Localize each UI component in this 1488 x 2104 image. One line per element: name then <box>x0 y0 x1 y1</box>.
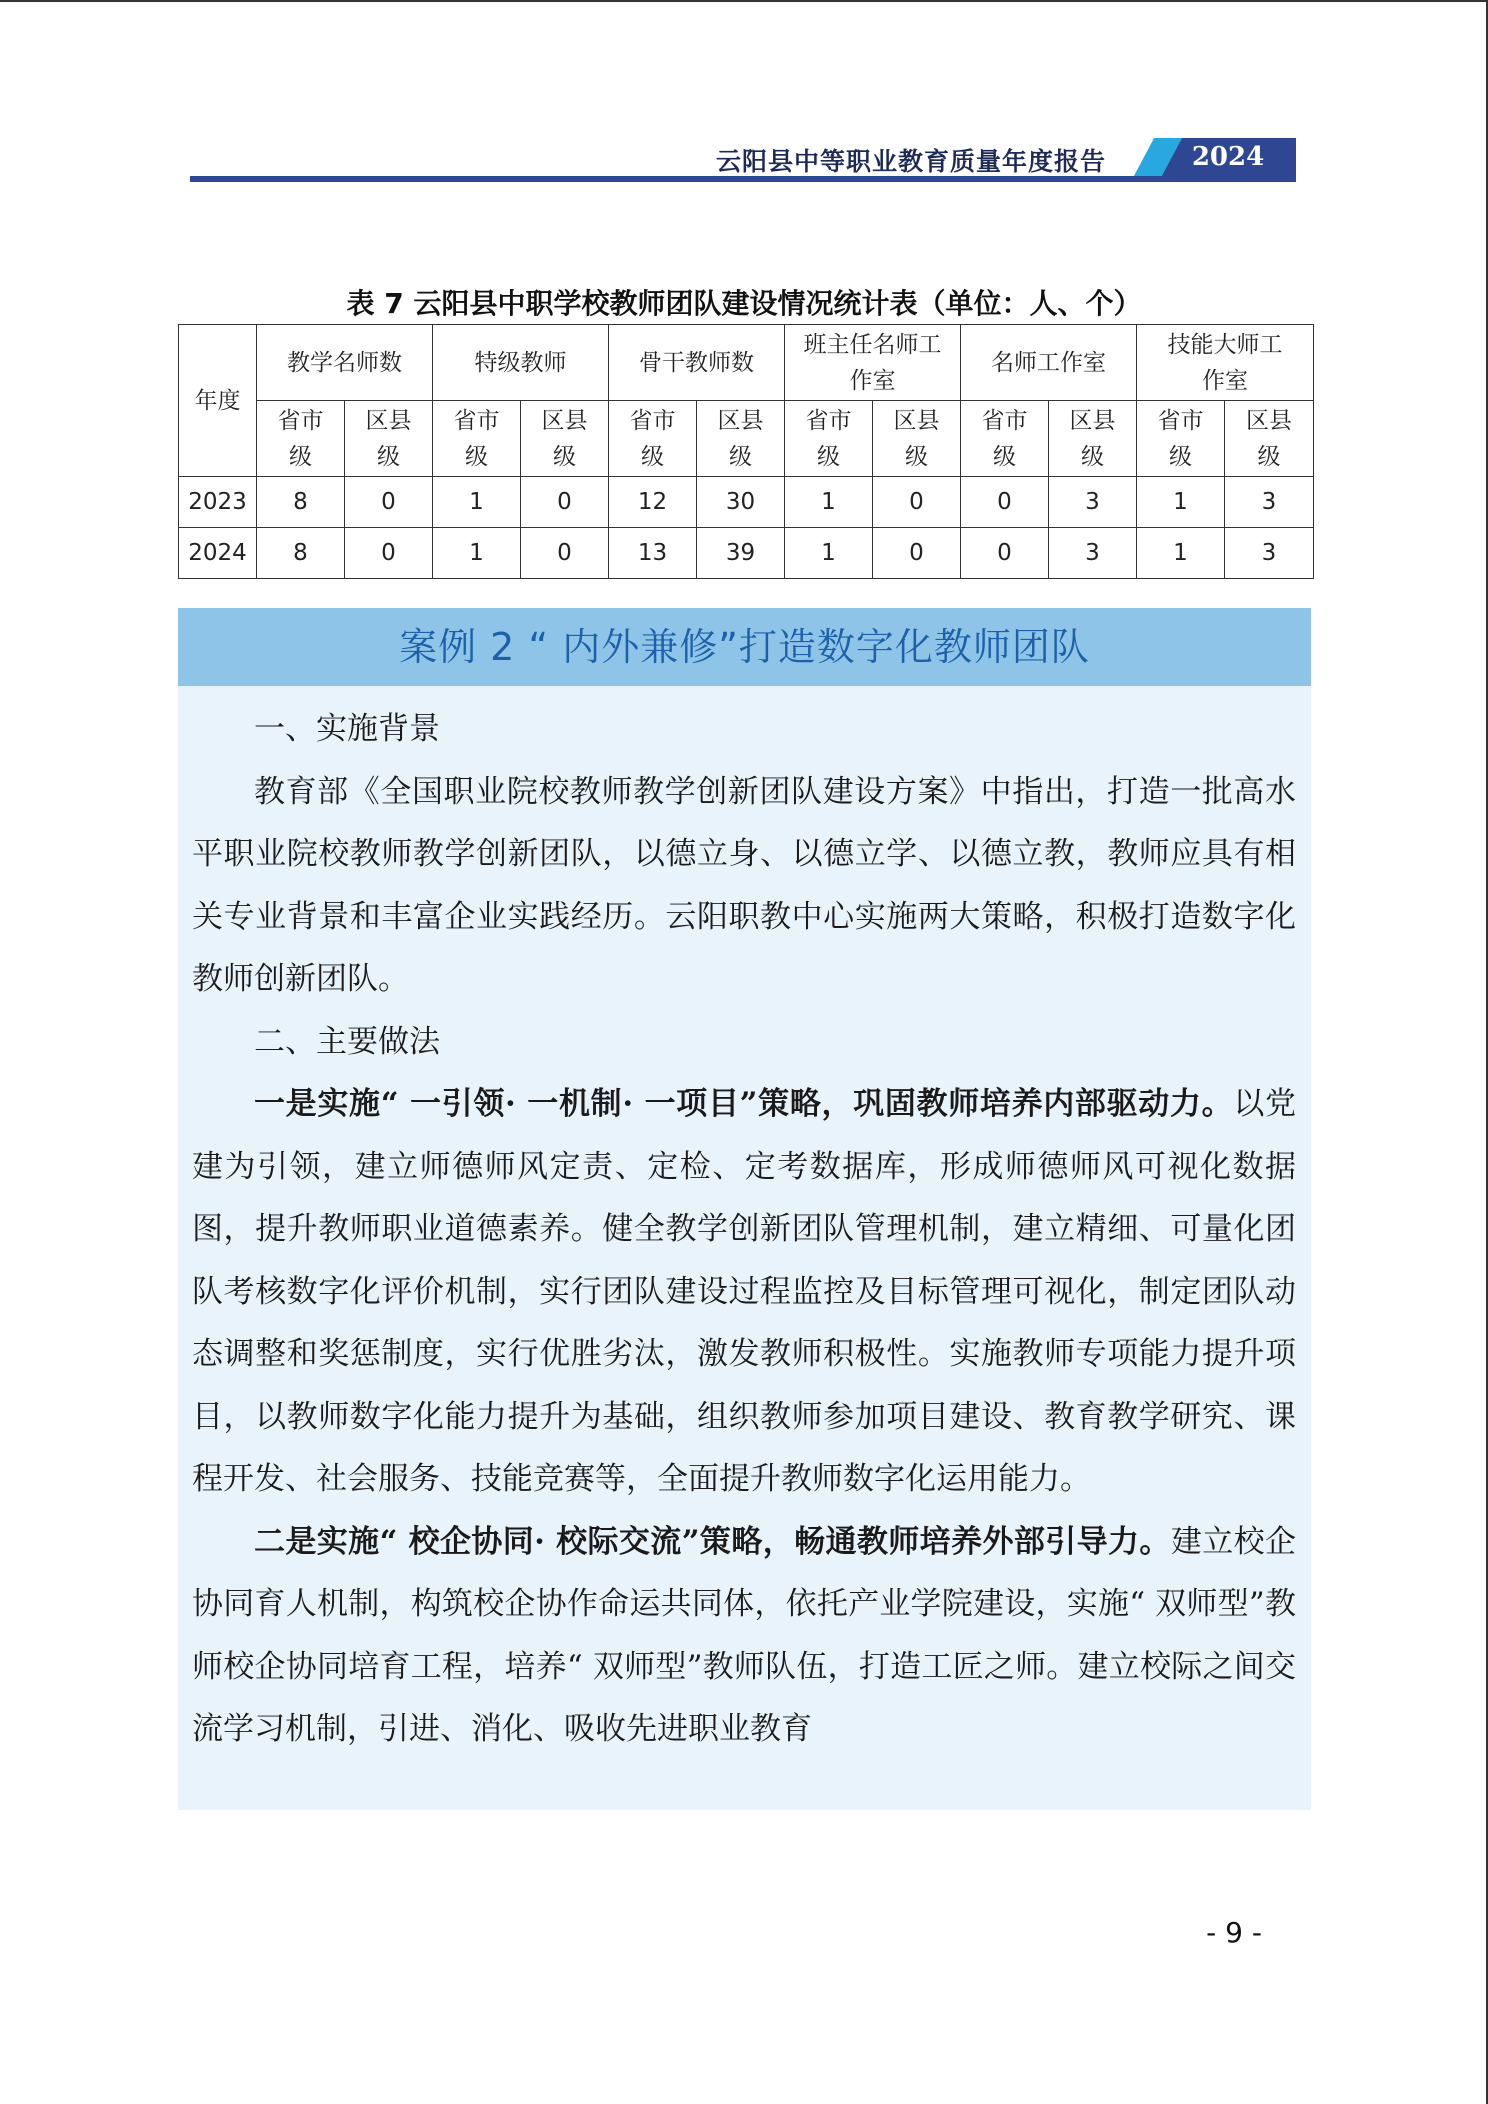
case-body <box>192 698 1296 1761</box>
page-header <box>190 136 1296 184</box>
sub-header: 省市级 <box>433 401 521 477</box>
sub-header: 区县级 <box>1225 401 1314 477</box>
paragraph <box>192 1073 1296 1511</box>
table-cell: 12 <box>609 477 697 528</box>
table-cell: 3 <box>1049 477 1137 528</box>
table-cell: 0 <box>345 528 433 579</box>
sub-header: 省市级 <box>785 401 873 477</box>
table-cell: 1 <box>785 477 873 528</box>
sub-header: 区县级 <box>697 401 785 477</box>
header-rule <box>190 176 1296 182</box>
paragraph-text: 以党建为引领，建立师德师风定责、定检、定考数据库，形成师德师风可视化数据图，提升教师职业道德素养。健全教学创新团队管理机制，建立精细、可量化团队考核数字化评价机制，实行团队建设过程监控及目标管理可视化，制定团队动态调整和奖惩制度，实行优胜劣汰，激发教师积极性。实施教师专项能力提升项目，以教师数字化能力提升为基础，组织教师参加项目建设、教育教学研究、课程开发、社会服务、技能竞赛等，全面提升教师数字化运用能力。 <box>192 1086 1297 1497</box>
group-header: 特级教师 <box>433 325 609 401</box>
table-row <box>179 477 1314 528</box>
paragraph <box>192 1511 1296 1761</box>
stats-table <box>178 324 1314 579</box>
group-header: 技能大师工作室 <box>1137 325 1314 401</box>
table-cell: 1 <box>785 528 873 579</box>
page-number: - 9 - <box>1206 1916 1262 1949</box>
row-year: 2023 <box>179 477 257 528</box>
table-cell: 8 <box>257 477 345 528</box>
group-header: 班主任名师工作室 <box>785 325 961 401</box>
table-cell: 0 <box>521 477 609 528</box>
table-cell: 0 <box>961 528 1049 579</box>
sub-header: 区县级 <box>345 401 433 477</box>
table-caption: 表 7 云阳县中职学校教师团队建设情况统计表（单位：人、个） <box>346 287 1142 320</box>
table-cell: 0 <box>521 528 609 579</box>
case-box <box>178 608 1311 1810</box>
sub-header: 区县级 <box>521 401 609 477</box>
paragraph-lead: 一是实施“ 一引领· 一机制· 一项目”策略，巩固教师培养内部驱动力。 <box>254 1086 1234 1122</box>
sub-header: 省市级 <box>1137 401 1225 477</box>
paragraph-lead: 二是实施“ 校企协同· 校际交流”策略，畅通教师培养外部引导力。 <box>254 1523 1171 1560</box>
group-header: 骨干教师数 <box>609 325 785 401</box>
table-cell: 3 <box>1225 528 1314 579</box>
table-cell: 1 <box>1137 528 1225 579</box>
table-cell: 3 <box>1049 528 1137 579</box>
section-heading: 一、实施背景 <box>254 711 440 747</box>
sub-header: 省市级 <box>961 401 1049 477</box>
sub-header: 区县级 <box>1049 401 1137 477</box>
table-cell: 3 <box>1225 477 1314 528</box>
table-cell: 39 <box>697 528 785 579</box>
paragraph: 教育部《全国职业院校教师教学创新团队建设方案》中指出，打造一批高水平职业院校教师教学创新团队，以德立身、以德立学、以德立教，教师应具有相关专业背景和丰富企业实践经历。云阳职教中心实施两大策略，积极打造数字化教师创新团队。 <box>192 773 1296 997</box>
table-cell: 0 <box>961 477 1049 528</box>
table-cell: 8 <box>257 528 345 579</box>
group-header: 名师工作室 <box>961 325 1137 401</box>
table-cell: 1 <box>1137 477 1225 528</box>
paragraph-text: 建立校企协同育人机制，构筑校企协作命运共同体，依托产业学院建设，实施“ 双师型”教师校企协同培育工程，培养“ 双师型”教师队伍，打造工匠之师。建立校际之间交流学习机制，引进、消化、吸收先进职业教育 <box>192 1523 1296 1747</box>
table-cell: 30 <box>697 477 785 528</box>
table-cell: 13 <box>609 528 697 579</box>
table-cell: 1 <box>433 528 521 579</box>
page-border-top <box>0 0 1488 2</box>
sub-header: 省市级 <box>609 401 697 477</box>
table-cell: 0 <box>345 477 433 528</box>
row-year: 2024 <box>179 528 257 579</box>
table-cell: 0 <box>873 477 961 528</box>
header-year: 2024 <box>1191 142 1265 172</box>
table-cell: 0 <box>873 528 961 579</box>
header-title: 云阳县中等职业教育质量年度报告 <box>715 147 1106 176</box>
year-header: 年度 <box>179 325 257 477</box>
sub-header: 省市级 <box>257 401 345 477</box>
table-row <box>179 528 1314 579</box>
group-header: 教学名师数 <box>257 325 433 401</box>
section-heading: 二、主要做法 <box>254 1023 440 1060</box>
case-title: 案例 2 “ 内外兼修”打造数字化教师团队 <box>178 608 1311 686</box>
table-cell: 1 <box>433 477 521 528</box>
sub-header: 区县级 <box>873 401 961 477</box>
